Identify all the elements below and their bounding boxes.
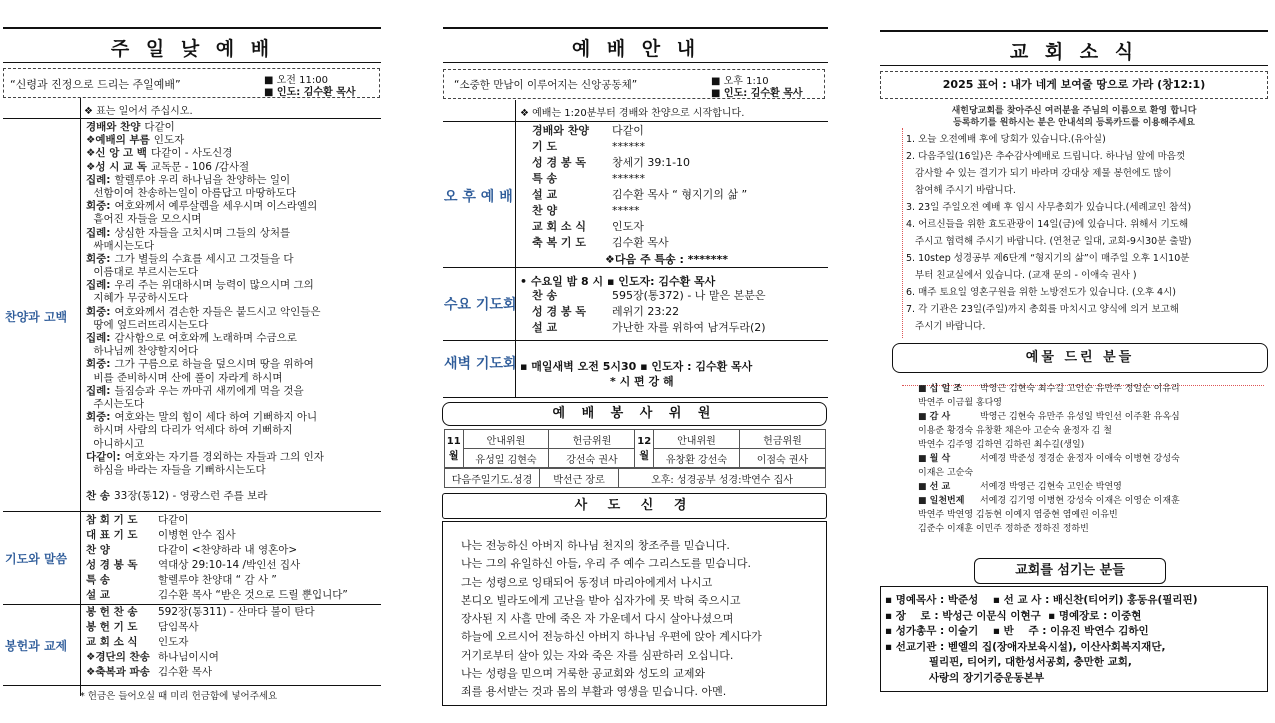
morning-worship-column <box>0 0 385 723</box>
divider <box>3 118 381 119</box>
page-title: 주 일 낮 예 배 <box>110 38 275 60</box>
motto: “신령과 진정으로 드리는 주일예배” <box>10 78 181 91</box>
list-item <box>86 345 383 358</box>
church-news-column <box>880 0 1275 723</box>
staff-list <box>885 593 1198 686</box>
list-item: 장사된 지 사흘 만에 죽은 자 가운데서 다시 살아나셨으며 <box>461 612 734 626</box>
item-value: 여호와께서 겸손한 자들은 붙드시고 악인들은 <box>114 305 321 318</box>
list-item <box>918 522 1268 536</box>
service-committee-title: 예 배 봉 사 위 원 <box>442 402 827 426</box>
list-item <box>86 620 383 635</box>
list-item <box>532 304 827 320</box>
item-label: 찬 송 <box>532 289 558 302</box>
item-label: 특 송 <box>532 172 558 185</box>
staff-box <box>880 586 1268 692</box>
item-value: 박영근 김현숙 유만주 유성일 박인선 이주환 유옥심 <box>980 412 1180 422</box>
dawn-note: * 시 편 강 해 <box>610 375 674 388</box>
list-item <box>86 121 383 134</box>
divider <box>3 685 381 686</box>
item-label: 집례: <box>86 332 111 344</box>
list-item <box>532 139 827 155</box>
item-label: 집례: <box>86 384 111 397</box>
item-value: 감사함으로 여호와께 노래하며 수금으로 <box>114 332 297 344</box>
item-value: 그가 구름으로 하늘을 덮으시며 땅을 위하여 <box>114 358 314 371</box>
item-value: 할렐루야 찬양대 “ 감 사 ” <box>158 574 277 586</box>
list-item: 3. 23일 주일오전 예배 후 임시 사무총회가 있습니다.(세례교인 참석) <box>906 202 1192 213</box>
item-label: 기 도 <box>532 140 558 153</box>
title-rule <box>443 62 828 63</box>
item-value: 레위기 23:22 <box>612 305 680 318</box>
table-cell: 헌금위원 <box>549 430 635 449</box>
item-label: ❖경단의 찬송 <box>86 651 150 663</box>
motto-box <box>443 69 825 99</box>
item-value: 다같이 - 사도신경 <box>150 147 233 160</box>
item-label: 봉 헌 찬 송 <box>86 606 138 618</box>
item-label: 성 경 봉 독 <box>532 305 586 318</box>
list-item <box>86 332 383 345</box>
item-value: 다같이 <box>158 514 189 526</box>
item-value: 592장(통311) - 산마다 불이 탄다 <box>158 606 315 618</box>
list-item: 필리핀, 티어키, 대한성서공회, 충만한 교회, <box>885 656 1132 668</box>
list-item <box>918 480 1268 494</box>
list-item <box>918 508 1268 522</box>
theme-text: 2025 표어 : 내가 네게 보여줄 땅으로 가라 (창12:1) <box>942 78 1206 91</box>
list-item <box>86 411 383 424</box>
list-item: 부터 친교실에서 있습니다. (교재 문의 - 이애숙 권사 ) <box>906 270 1137 281</box>
service-committee-table <box>444 429 826 468</box>
item-label: ❖축복과 파송 <box>86 666 150 678</box>
section-praise: 찬양과 고백 <box>5 310 68 324</box>
item-value: 이름대로 부르시는도다 <box>90 266 199 279</box>
top-rule <box>880 30 1268 32</box>
stand-note: ❖ 표는 일어서 주십시오. <box>84 106 193 117</box>
list-item: 1. 오늘 오전예배 후에 당회가 있습니다.(유아실) <box>906 134 1106 145</box>
item-value: 이재은 고순숙 <box>918 468 974 478</box>
section-dawn: 새벽 기도회 <box>444 356 517 372</box>
list-item <box>86 213 383 226</box>
item-value: 하심을 바라는 자들을 기뻐하시는도다 <box>90 463 266 476</box>
item-label: ■ 감 사 <box>918 412 951 422</box>
list-item <box>86 292 383 305</box>
list-item <box>86 200 383 213</box>
wednesday-header: • 수요일 밤 8 시 ▪ 인도자: 김수환 목사 <box>520 275 716 288</box>
divider <box>3 511 381 512</box>
item-label: 교 회 소 식 <box>532 220 586 233</box>
item-value: 흩어진 자들을 모으시며 <box>90 213 202 226</box>
table-cell: 이점숙 권사 <box>739 449 825 468</box>
list-item <box>532 320 827 336</box>
item-value: 땅에 엎드러뜨리시는도다 <box>90 318 209 331</box>
table-cell: 유성일 김현숙 <box>463 449 549 468</box>
item-value: 김수환 목사 “받은 것으로 드릴 뿐입니다” <box>158 589 348 601</box>
item-value: 할렐루야 우리 하나님을 찬양하는 일이 <box>114 173 291 186</box>
item-value: 그가 별들의 수효를 세시고 그것들을 다 <box>114 252 294 265</box>
divider <box>443 121 828 122</box>
table-cell: 12월 <box>635 430 654 468</box>
list-item <box>532 187 827 203</box>
item-value: 지혜가 무궁하시도다 <box>90 292 188 305</box>
list-item: 주시기 바랍니다. <box>906 321 986 332</box>
offering-footer: * 헌금은 들어오실 때 미리 헌금함에 넣어주세요 <box>80 691 278 702</box>
item-value: 역대상 29:10-14 /박인선 집사 <box>158 559 301 571</box>
item-value: 주시는도다 <box>90 397 145 410</box>
title-rule <box>3 62 381 63</box>
item-value: 서예경 박영근 김현숙 고인순 박연영 <box>980 482 1122 492</box>
item-value: 싸매시는도다 <box>90 239 155 252</box>
item-value: 하시며 사람의 다리가 억세다 하여 기뻐하지 <box>90 424 293 437</box>
item-label: 대 표 기 도 <box>86 529 138 541</box>
item-value: 박연주 박연영 김동현 이예지 염중현 염예린 이유빈 <box>918 510 1118 520</box>
item-label: ■ 일천번제 <box>918 496 965 506</box>
divider <box>443 397 828 398</box>
list-item: 주시고 협력해 주시기 바랍니다. (연천군 일대, 교회-9시30분 출발) <box>906 236 1192 247</box>
list-item <box>86 543 383 558</box>
page-title: 교 회 소 식 <box>1009 41 1139 63</box>
list-item <box>86 398 383 411</box>
list-item <box>86 588 383 603</box>
list-item <box>86 635 383 650</box>
list-item: 죄를 용서받는 것과 몸의 부활과 영생을 믿습니다. 아멘. <box>461 685 727 699</box>
item-value: 박연수 김주영 김하연 김하린 최수길(생일) <box>918 440 1085 450</box>
prayer-list <box>86 513 383 603</box>
list-item: 4. 어르신들을 위한 효도관광이 14일(금)에 있습니다. 위해서 기도해 <box>906 219 1189 230</box>
item-label: 경배와 찬양 <box>86 121 141 133</box>
item-value: 박연주 이금월 홍다영 <box>918 398 1002 408</box>
list-item <box>86 464 383 477</box>
welcome-line-1: 새힌당교회를 찾아주신 여러분을 주님의 이름으로 환영 합니다 <box>951 106 1197 116</box>
item-value: 여호와께서 예루살렘을 세우시며 이스라엘의 <box>114 200 318 213</box>
item-label: 회중: <box>86 305 111 318</box>
service-time: ■ 오전 11:00 <box>264 75 328 86</box>
top-rule <box>443 27 828 29</box>
creed-title: 사 도 신 경 <box>442 493 827 519</box>
list-item <box>86 306 383 319</box>
list-item <box>86 253 383 266</box>
list-item <box>86 605 383 620</box>
item-label: 찬 송 <box>86 490 110 503</box>
list-item: 거기로부터 살아 있는 자와 죽은 자를 심판하러 오십니다. <box>461 648 734 662</box>
list-item <box>86 372 383 385</box>
list-item <box>86 528 383 543</box>
item-value: 다같이 <box>144 121 175 133</box>
item-value: 담임목사 <box>158 621 199 633</box>
item-value: 서예경 김기영 이병현 강성숙 이재은 이영순 이재훈 <box>980 496 1180 506</box>
title-rule <box>880 65 1268 66</box>
list-item <box>86 279 383 292</box>
list-item: ▪ 성가총무 : 이술기 ▪ 반 주 : 이유진 박연수 김하인 <box>885 625 1149 637</box>
motto: “소중한 만남이 이루어지는 신앙공동체” <box>454 79 638 91</box>
offerings-list <box>918 382 1268 536</box>
list-item <box>532 171 827 187</box>
item-value: 김수환 목사 “ 형지기의 삶 ” <box>612 188 748 201</box>
item-value: 비를 준비하시며 산에 풀이 자라게 하시며 <box>90 371 283 384</box>
item-label: 특 송 <box>86 574 110 586</box>
item-label: 찬 양 <box>532 204 558 217</box>
item-label: 집례: <box>86 226 111 239</box>
offering-list <box>86 605 383 680</box>
yearly-theme <box>880 71 1268 99</box>
item-label: 집례: <box>86 279 111 292</box>
list-item <box>532 235 827 251</box>
news-list <box>906 131 1266 335</box>
list-item <box>86 665 383 680</box>
item-value: 인도자 <box>612 220 644 233</box>
item-value: 창세기 39:1-10 <box>612 156 691 169</box>
table-cell: 오후: 성경공부 성경:박연수 집사 <box>619 469 826 488</box>
list-item <box>86 650 383 665</box>
list-item <box>532 123 827 139</box>
welcome-line-2: 등록하기를 원하시는 분은 안내석의 등록카드를 이용해주세요 <box>953 118 1195 128</box>
list-item: 2. 다음주일(16일)은 추수감사예배로 드립니다. 하나님 앞에 마음껏 <box>906 151 1186 162</box>
list-item <box>532 288 827 304</box>
section-pm: 오 후 예 배 <box>444 189 513 205</box>
afternoon-worship-column <box>440 0 832 723</box>
list-item: ▪ 명예목사 : 박준성 ▪ 선 교 사 : 배신찬(티어키) 홍동유(필리핀) <box>885 594 1198 606</box>
list-item: 그는 성령으로 잉태되어 동정녀 마리아에게서 나시고 <box>461 575 713 589</box>
item-value: 인도자 <box>153 134 185 147</box>
list-item <box>86 385 383 398</box>
item-label: 다같이: <box>86 450 121 463</box>
list-item <box>918 396 1268 410</box>
motto-box <box>3 68 380 98</box>
item-label: 찬 양 <box>86 544 110 556</box>
section-prayer: 기도와 말씀 <box>5 552 68 566</box>
item-value: 다같이 <box>612 124 644 137</box>
service-committee-footer <box>444 468 826 488</box>
table-cell: 강선숙 권사 <box>549 449 635 468</box>
list-item <box>86 174 383 187</box>
list-item: 7. 각 기관은 23일(주일)까지 총회를 마치시고 양식에 의거 보고해 <box>906 304 1179 315</box>
creed-text <box>461 537 762 702</box>
item-value: 김수환 목사 <box>612 236 669 249</box>
dawn-line: ▪ 매일새벽 오전 5시30 ▪ 인도자 : 김수환 목사 <box>520 360 753 373</box>
list-item <box>532 203 827 219</box>
next-special-song: ❖다음 주 특송 : ******* <box>605 253 728 266</box>
item-value: 가난한 자를 위하여 남겨두라(2) <box>612 321 766 334</box>
list-item <box>918 494 1268 508</box>
list-item: 참여해 주시기 바랍니다. <box>906 185 1016 196</box>
item-value: ****** <box>612 172 645 185</box>
section-offering: 봉헌과 교제 <box>5 639 68 653</box>
praise-list <box>86 121 383 503</box>
list-item <box>86 147 383 160</box>
staff-title: 교회를 섬기는 분들 <box>974 558 1166 584</box>
item-value: 인도자 <box>158 636 189 648</box>
item-label: ❖성 시 교 독 <box>86 160 147 173</box>
list-item <box>86 187 383 200</box>
list-item <box>918 382 1268 396</box>
table-cell: 다음주일기도.성경 <box>445 469 540 488</box>
table-cell: 헌금위원 <box>739 430 825 449</box>
top-rule <box>3 27 381 29</box>
list-item <box>86 161 383 174</box>
item-label: 회중: <box>86 200 111 213</box>
item-label: 성 경 봉 독 <box>86 559 138 571</box>
divider <box>443 267 828 268</box>
list-item <box>86 477 383 490</box>
item-label: ■ 월 삭 <box>918 454 951 464</box>
table-cell: 안내위원 <box>653 430 739 449</box>
list-item: 감사할 수 있는 결기가 되기 바라며 강대상 제물 봉헌에도 많이 <box>906 168 1172 179</box>
offerings-title: 예물 드린 분들 <box>892 343 1268 373</box>
item-label: 회중: <box>86 252 111 265</box>
item-value: 상심한 자들을 고치시며 그들의 상처를 <box>114 226 291 239</box>
item-label: 회중: <box>86 358 111 371</box>
item-value: ****** <box>612 140 645 153</box>
item-label: 성 경 봉 독 <box>532 156 586 169</box>
list-item <box>86 573 383 588</box>
item-label: ■ 선 교 <box>918 482 951 492</box>
item-value: 서예경 박준성 정경순 윤정자 이애숙 이병현 강성숙 <box>980 454 1180 464</box>
service-time: ■ 오후 1:10 <box>711 76 769 87</box>
table-cell: 박선근 장로 <box>540 469 619 488</box>
list-item <box>86 558 383 573</box>
item-label: 봉 헌 기 도 <box>86 621 138 633</box>
item-value: 김수환 목사 <box>158 666 213 678</box>
list-item <box>532 155 827 171</box>
item-value: ***** <box>612 204 640 217</box>
item-value: 교독문 - 106 /감사절 <box>150 160 250 173</box>
item-label: 교 회 소 식 <box>86 636 138 648</box>
list-item <box>86 438 383 451</box>
pm-list <box>532 123 827 251</box>
list-item <box>86 134 383 147</box>
item-value: 들짐승과 우는 까마귀 새끼에게 먹을 것을 <box>114 384 304 397</box>
table-cell: 안내위원 <box>463 430 549 449</box>
item-value: 아니하시고 <box>90 437 145 450</box>
item-value: 하나님이시여 <box>158 651 219 663</box>
item-label: 축 복 기 도 <box>532 236 586 249</box>
item-value: 김준수 이재훈 이민주 정하준 정하진 정하빈 <box>918 524 1089 534</box>
item-value: 595장(통372) - 나 맡은 본분은 <box>612 289 766 302</box>
list-item: 6. 매주 토요일 영혼구원을 위한 노방전도가 있습니다. (오후 4시) <box>906 287 1176 298</box>
item-value: 선함이여 찬송하는일이 아름답고 마땅하도다 <box>90 186 297 199</box>
item-label: 집례: <box>86 173 111 186</box>
list-item: 5. 10step 성경공부 제6단계 “형지기의 삶”이 매주일 오후 1시10분 <box>906 253 1190 264</box>
start-note: ❖ 예배는 1:20분부터 경배와 찬양으로 시작합니다. <box>520 108 745 119</box>
list-item: ▪ 선교기관 : 벧엘의 집(장애자보육시설), 이산사회복지재단, <box>885 640 1166 653</box>
item-label: 참 회 기 도 <box>86 514 138 526</box>
table-row <box>445 469 826 488</box>
vertical-divider <box>80 98 81 696</box>
section-wednesday: 수요 기도회 <box>444 297 517 313</box>
list-item: 하늘에 오르시어 전능하신 아버지 하나님 우편에 앉아 계시다가 <box>461 630 762 644</box>
item-label: 경배와 찬양 <box>532 124 589 137</box>
table-cell: 유창환 강선숙 <box>653 449 739 468</box>
list-item <box>918 424 1268 438</box>
item-value: 우리 주는 위대하시며 능력이 많으시며 그의 <box>114 279 314 292</box>
item-value: 이병현 안수 집사 <box>158 529 236 541</box>
item-value: 다같이 <찬양하라 내 영혼아> <box>158 544 298 556</box>
list-item <box>918 438 1268 452</box>
table-row <box>445 430 826 449</box>
list-item <box>918 452 1268 466</box>
list-item: 나는 그의 유일하신 아들, 우리 주 예수 그리스도를 믿습니다. <box>461 557 751 571</box>
item-label: 설 교 <box>532 321 558 334</box>
item-value: 여호와는 말의 힘이 세다 하여 기뻐하지 아니 <box>114 411 318 424</box>
wednesday-list <box>532 288 827 336</box>
list-item <box>532 219 827 235</box>
item-label: ❖예배의 부름 <box>86 134 150 147</box>
page-title: 예 배 안 내 <box>571 38 701 60</box>
item-value: 하나님께 찬양할지어다 <box>90 345 199 358</box>
list-item <box>86 266 383 279</box>
service-leader: ■ 인도: 김수환 목사 <box>264 87 356 98</box>
list-item <box>86 319 383 332</box>
list-item <box>918 410 1268 424</box>
dotted-margin <box>902 128 903 338</box>
item-value: 33장(통12) - 영광스런 주를 보라 <box>113 490 268 503</box>
item-label: 설 교 <box>86 589 110 601</box>
list-item <box>86 490 383 503</box>
list-item: 본디오 빌라도에게 고난을 받아 십자가에 못 박혀 죽으시고 <box>461 593 741 607</box>
item-value: 이용준 황경숙 유창환 채은아 고순숙 윤정자 김 철 <box>918 426 1112 436</box>
item-value: 여호와는 자기를 경외하는 자들과 그의 인자 <box>124 450 324 463</box>
item-label: 설 교 <box>532 188 558 201</box>
item-label: ■ 십 일 조 <box>918 384 962 394</box>
list-item <box>86 513 383 528</box>
item-label: 회중: <box>86 411 111 424</box>
list-item <box>86 227 383 240</box>
item-value: 박영근 김현숙 최수길 고인순 유만주 정일순 이유리 <box>980 384 1180 394</box>
creed-box <box>442 521 827 706</box>
service-leader: ■ 인도: 김수환 목사 <box>711 88 803 99</box>
list-item: 나는 성령을 믿으며 거룩한 공교회와 성도의 교제와 <box>461 667 706 681</box>
item-label: ❖신 앙 고 백 <box>86 147 147 160</box>
list-item <box>86 240 383 253</box>
list-item <box>918 466 1268 480</box>
list-item <box>86 451 383 464</box>
list-item <box>86 424 383 437</box>
list-item: 사랑의 장기기증운동본부 <box>885 671 1045 684</box>
list-item <box>86 358 383 371</box>
list-item: 나는 전능하신 아버지 하나님 천지의 창조주를 믿습니다. <box>461 539 730 552</box>
divider <box>443 340 828 341</box>
table-cell: 11월 <box>445 430 464 468</box>
list-item: ▪ 장 로 : 박성근 이문식 이현구 ▪ 명예장로 : 이중현 <box>885 609 1142 622</box>
